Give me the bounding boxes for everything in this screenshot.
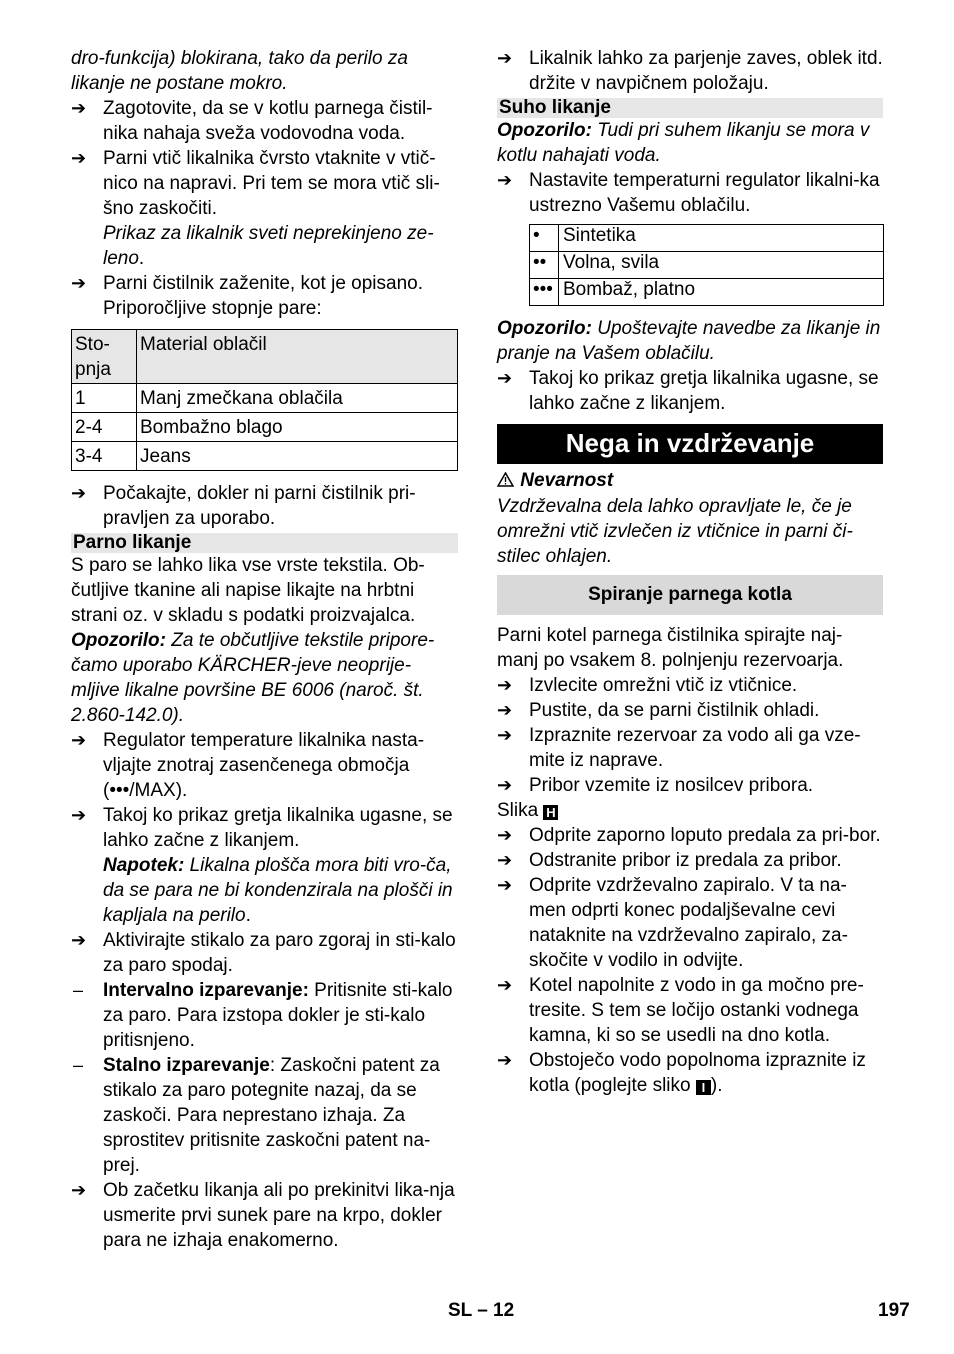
instruction-item: ➔ Likalnik lahko za parjenje zaves, oblek itd. držite v navpičnem položaju. (497, 48, 883, 94)
instruction-item: ➔ Izvlecite omrežni vtič iz vtičnice. (497, 675, 798, 696)
arrow-bullet-icon: ➔ (71, 930, 87, 950)
arrow-bullet-icon: ➔ (497, 48, 513, 68)
danger-text: Vzdrževalna dela lahko opravljate le, če je omrežni vtič izvlečen iz vtičnice in parni či-stilec ohlajen. (497, 496, 853, 567)
left-column (71, 46, 458, 1253)
arrow-bullet-icon: ➔ (497, 975, 513, 995)
instruction-item: ➔ Parni čistilnik zaženite, kot je opisano. Priporočljive stopnje pare: (71, 273, 423, 319)
arrow-bullet-icon: ➔ (497, 1050, 513, 1070)
page-number: 197 (878, 1300, 910, 1321)
instruction-item: ➔ Takoj ko prikaz gretja likalnika ugasne, se lahko začne z likanjem. (71, 805, 453, 851)
arrow-bullet-icon: ➔ (497, 368, 513, 388)
table-cell: 2-4 (72, 413, 137, 442)
instruction-item: ➔ Obstoječo vodo popolnoma izpraznite iz kotla (poglejte sliko I ). (497, 1050, 866, 1096)
footer-section-label: SL – 12 (448, 1300, 515, 1321)
dash-bullet-icon: – (73, 1055, 84, 1075)
hint-note: Napotek: Likalna plošča mora biti vro-ča, da se para ne bi kondenzirala na plošči in kapljala na perilo. (103, 855, 453, 926)
instruction-item: ➔ Pribor vzemite iz nosilcev pribora. (497, 775, 814, 796)
paragraph: dro-funkcija) blokirana, tako da perilo za likanje ne postane mokro. (71, 48, 408, 94)
instruction-item: ➔ Počakajte, dokler ni parni čistilnik pri-pravljen za uporabo. (71, 483, 416, 529)
subheading: Suho likanje (497, 98, 883, 118)
table-row (72, 442, 458, 471)
table-header-cell: Material oblačil (137, 330, 458, 384)
dash-item: – Intervalno izparevanje: Pritisnite sti-kalo za paro. Para izstopa dokler je sti-kalo pritisnjeno. (73, 980, 453, 1051)
table-header-cell: Sto-pnja (72, 330, 137, 384)
instruction-item: ➔ Parni vtič likalnika čvrsto vtaknite v vtič-nico na napravi. Pri tem se mora vtič sli-šno zaskočiti. (71, 148, 440, 219)
arrow-bullet-icon: ➔ (497, 675, 513, 695)
warning-note: Opozorilo: Tudi pri suhem likanju se mora v kotlu nahajati voda. (497, 120, 870, 166)
instruction-item: ➔ Ob začetku likanja ali po prekinitvi lika-nja usmerite prvi sunek pare na krpo, dokler para ne izhaja enakomerno. (71, 1180, 455, 1251)
subsection-title: Spiranje parnega kotla (497, 575, 883, 615)
arrow-bullet-icon: ➔ (71, 98, 87, 118)
table-row (530, 252, 884, 279)
instruction-item: ➔ Zagotovite, da se v kotlu parnega čistil-nika nahaja sveža vodovodna voda. (71, 98, 433, 144)
table-row (72, 413, 458, 442)
instruction-item: ➔ Odprite zaporno loputo predala za pri-bor. (497, 825, 881, 846)
instruction-item: ➔ Aktivirajte stikalo za paro zgoraj in sti-kalo za paro spodaj. (71, 930, 456, 976)
instruction-item: ➔ Kotel napolnite z vodo in ga močno pre-tresite. S tem se ločijo ostanki vodnega kamna, ki so se usedli na dno kotla. (497, 975, 864, 1046)
arrow-bullet-icon: ➔ (497, 825, 513, 845)
arrow-bullet-icon: ➔ (497, 850, 513, 870)
table-cell: Bombažno blago (137, 413, 458, 442)
paragraph: S paro se lahko lika vse vrste tekstila. Ob-čutljive tkanine ali napise likajte na hrbtni strani oz. v skladu s podatki proizvajalca. (71, 555, 425, 626)
paragraph: Parni kotel parnega čistilnika spirajte naj-manj po vsakem 8. polnjenju rezervoarja. (497, 625, 844, 671)
dash-bullet-icon: – (73, 980, 84, 1000)
danger-heading: Nevarnost (497, 468, 883, 494)
table-cell: Manj zmečkana oblačila (137, 384, 458, 413)
arrow-bullet-icon: ➔ (71, 273, 87, 293)
dash-item: – Stalno izparevanje: Zaskočni patent za stikalo za paro potegnite nazaj, da se zaskoči. Para neprestano izhaja. Za sprostitev pritisnite zaskočni patent na-prej. (73, 1055, 440, 1176)
figure-i-icon: I (696, 1080, 711, 1095)
figure-h-icon: H (543, 805, 558, 820)
table-row (530, 225, 884, 252)
instruction-item: ➔ Izpraznite rezervoar za vodo ali ga vze-mite iz naprave. (497, 725, 861, 771)
table-header-row (72, 330, 458, 384)
table-cell: ••• (530, 279, 559, 306)
warning-note: Opozorilo: Upoštevajte navedbe za likanje in pranje na Vašem oblačilu. (497, 318, 881, 364)
right-column (497, 46, 883, 1098)
table-cell: Jeans (137, 442, 458, 471)
arrow-bullet-icon: ➔ (71, 483, 87, 503)
arrow-bullet-icon: ➔ (71, 730, 87, 750)
arrow-bullet-icon: ➔ (497, 170, 513, 190)
section-title: Nega in vzdrževanje (497, 424, 883, 464)
arrow-bullet-icon: ➔ (71, 148, 87, 168)
instruction-item: ➔ Odstranite pribor iz predala za pribor. (497, 850, 842, 871)
arrow-bullet-icon: ➔ (71, 805, 87, 825)
instruction-item: ➔ Takoj ko prikaz gretja likalnika ugasne, se lahko začne z likanjem. (497, 368, 879, 414)
table-cell: 1 (72, 384, 137, 413)
steam-level-table (71, 329, 458, 471)
table-cell: • (530, 225, 559, 252)
table-cell: 3-4 (72, 442, 137, 471)
warning-triangle-icon (497, 469, 515, 494)
arrow-bullet-icon: ➔ (497, 725, 513, 745)
arrow-bullet-icon: ➔ (71, 1180, 87, 1200)
table-row (530, 279, 884, 306)
instruction-item: ➔ Odprite vzdrževalno zapiralo. V ta na-men odprti konec podaljševalne cevi nataknite na vzdrževalno zapiralo, za-skočite v vodilo in odvijte. (497, 875, 848, 971)
indicator-note: Prikaz za likalnik sveti neprekinjeno ze-leno. (103, 223, 434, 269)
table-cell: Bombaž, platno (559, 279, 884, 306)
arrow-bullet-icon: ➔ (497, 700, 513, 720)
table-cell: •• (530, 252, 559, 279)
table-row (72, 384, 458, 413)
arrow-bullet-icon: ➔ (497, 775, 513, 795)
table-cell: Sintetika (559, 225, 884, 252)
temperature-table (529, 224, 884, 306)
warning-note: Opozorilo: Za te občutljive tekstile pripore-čamo uporabo KÄRCHER-jeve neoprije-mljive likalne površine BE 6006 (naroč. št. 2.860-142.0). (71, 630, 435, 726)
subheading: Parno likanje (71, 533, 458, 553)
instruction-item: ➔ Pustite, da se parni čistilnik ohladi. (497, 700, 820, 721)
table-cell: Volna, svila (559, 252, 884, 279)
instruction-item: ➔ Nastavite temperaturni regulator likalni-ka ustrezno Vašemu oblačilu. (497, 170, 880, 216)
figure-reference: Slika H (497, 798, 883, 823)
instruction-item: ➔ Regulator temperature likalnika nasta-vljajte znotraj zasenčenega območja (•••/MAX). (71, 730, 425, 801)
arrow-bullet-icon: ➔ (497, 875, 513, 895)
